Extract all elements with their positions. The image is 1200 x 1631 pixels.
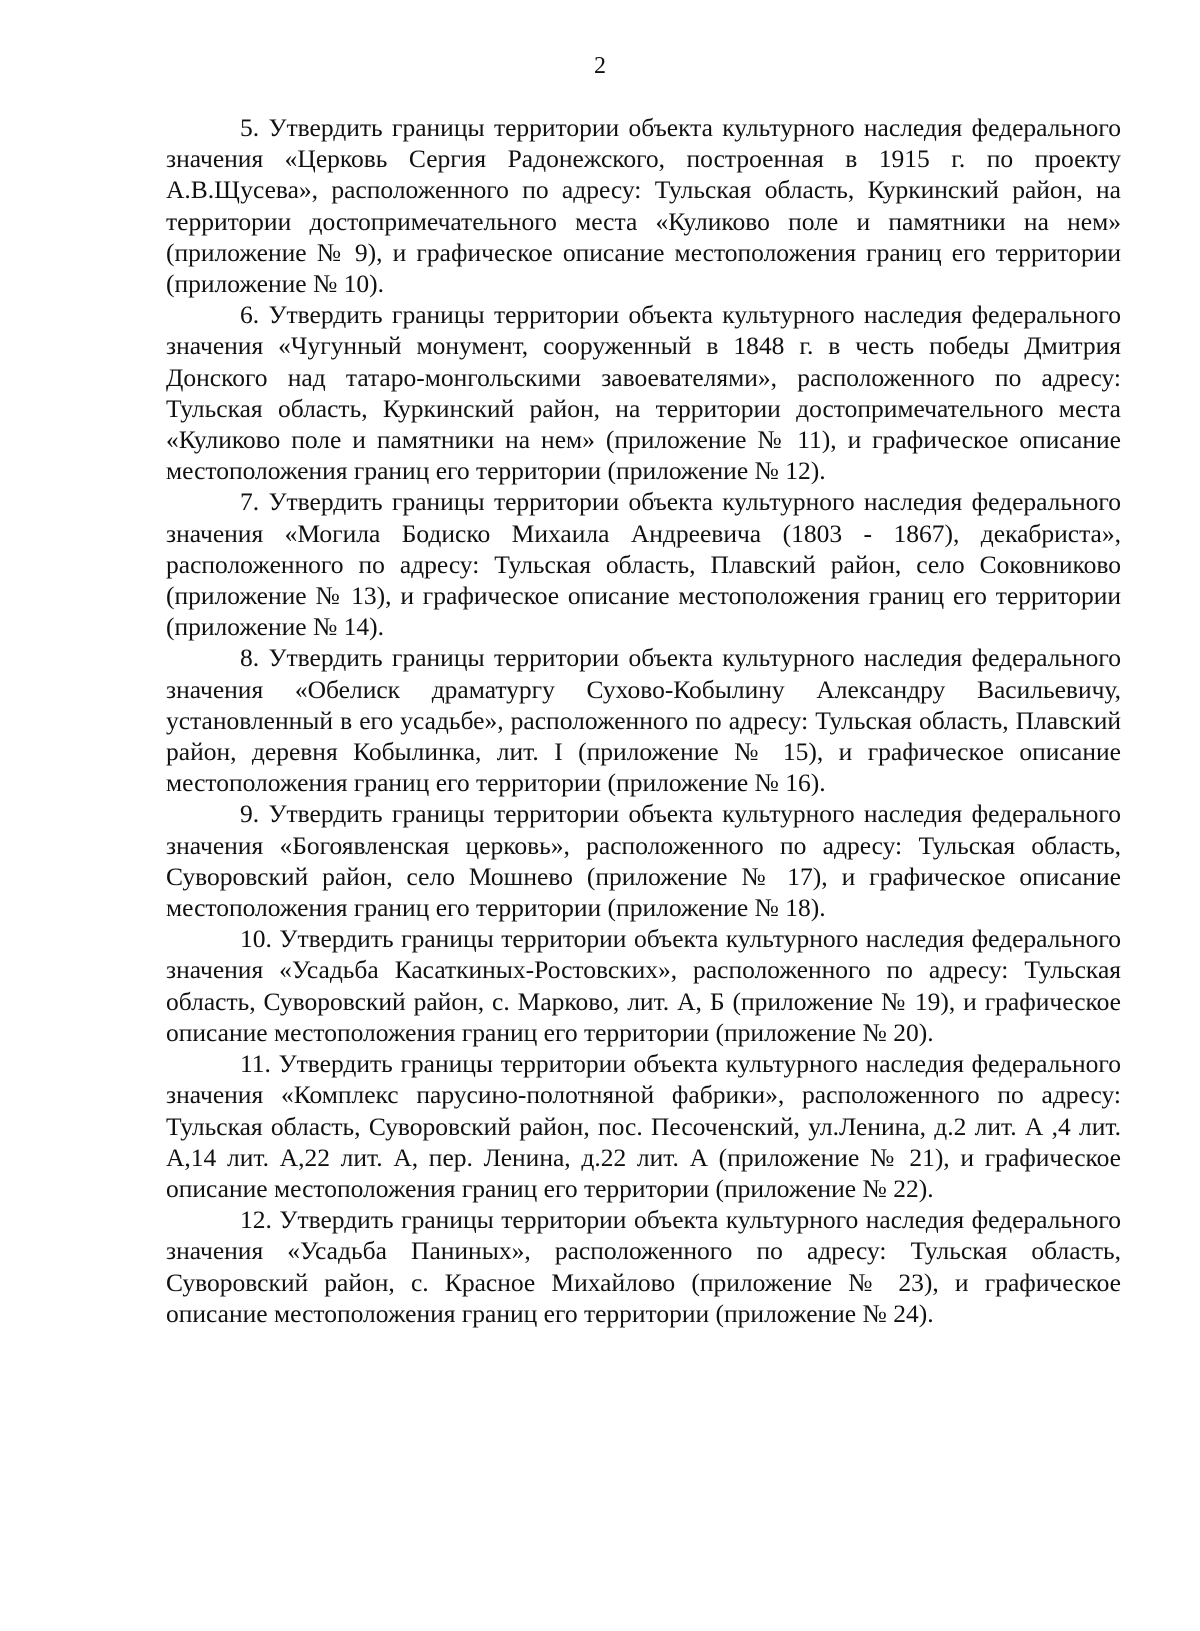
paragraph-item-12: 12. Утвердить границы территории объекта культурного наследия федерального значения «Усадьба Паниных», расположенного по адресу: Тульская область, Суворовский район, с. Красное Михайлово (приложение № 23), и графическое описание местоположения границ его территории (приложение № 24). [166, 1205, 1121, 1328]
document-body [166, 112, 1121, 1329]
paragraph-item-6: 6. Утвердить границы территории объекта культурного наследия федерального значения «Чугунный монумент, сооруженный в 1848 г. в честь победы Дмитрия Донского над татаро-монгольскими завоевателями», расположенного по адресу: Тульская область, Куркинский район, на территории достопримечательного места «Куликово поле и памятники на нем» (приложение № 11), и графическое описание местоположения границ его территории (приложение № 12). [166, 300, 1121, 486]
paragraph-item-11: 11. Утвердить границы территории объекта культурного наследия федерального значения «Комплекс парусино-полотняной фабрики», расположенного по адресу: Тульская область, Суворовский район, пос. Песоченский, ул.Ленина, д.2 лит. А ,4 лит. А,14 лит. А,22 лит. А, пер. Ленина, д.22 лит. А (приложение № 21), и графическое описание местоположения границ его территории (приложение № 22). [166, 1049, 1121, 1203]
paragraph-item-8: 8. Утвердить границы территории объекта культурного наследия федерального значения «Обелиск драматургу Сухово-Кобылину Александру Васильевичу, установленный в его усадьбе», расположенного по адресу: Тульская область, Плавский район, деревня Кобылинка, лит. I (приложение № 15), и графическое описание местоположения границ его территории (приложение № 16). [166, 643, 1121, 798]
page-number: 2 [594, 53, 606, 79]
paragraph-item-7: 7. Утвердить границы территории объекта культурного наследия федерального значения «Могила Бодиско Михаила Андреевича (1803 - 1867), декабриста», расположенного по адресу: Тульская область, Плавский район, село Соковниково (приложение № 13), и графическое описание местоположения границ его территории (приложение № 14). [166, 487, 1121, 642]
paragraph-item-5: 5. Утвердить границы территории объекта культурного наследия федерального значения «Церковь Сергия Радонежского, построенная в 1915 г. по проекту А.В.Щусева», расположенного по адресу: Тульская область, Куркинский район, на территории достопримечательного места «Куликово поле и памятники на нем» (приложение № 9), и графическое описание местоположения границ его территории (приложение № 10). [166, 113, 1121, 299]
paragraph-item-9: 9. Утвердить границы территории объекта культурного наследия федерального значения «Богоявленская церковь», расположенного по адресу: Тульская область, Суворовский район, село Мошнево (приложение № 17), и графическое описание местоположения границ его территории (приложение № 18). [166, 799, 1121, 923]
paragraph-item-10: 10. Утвердить границы территории объекта культурного наследия федерального значения «Усадьба Касаткиных-Ростовских», расположенного по адресу: Тульская область, Суворовский район, с. Марково, лит. А, Б (приложение № 19), и графическое описание местоположения границ его территории (приложение № 20). [166, 924, 1121, 1047]
